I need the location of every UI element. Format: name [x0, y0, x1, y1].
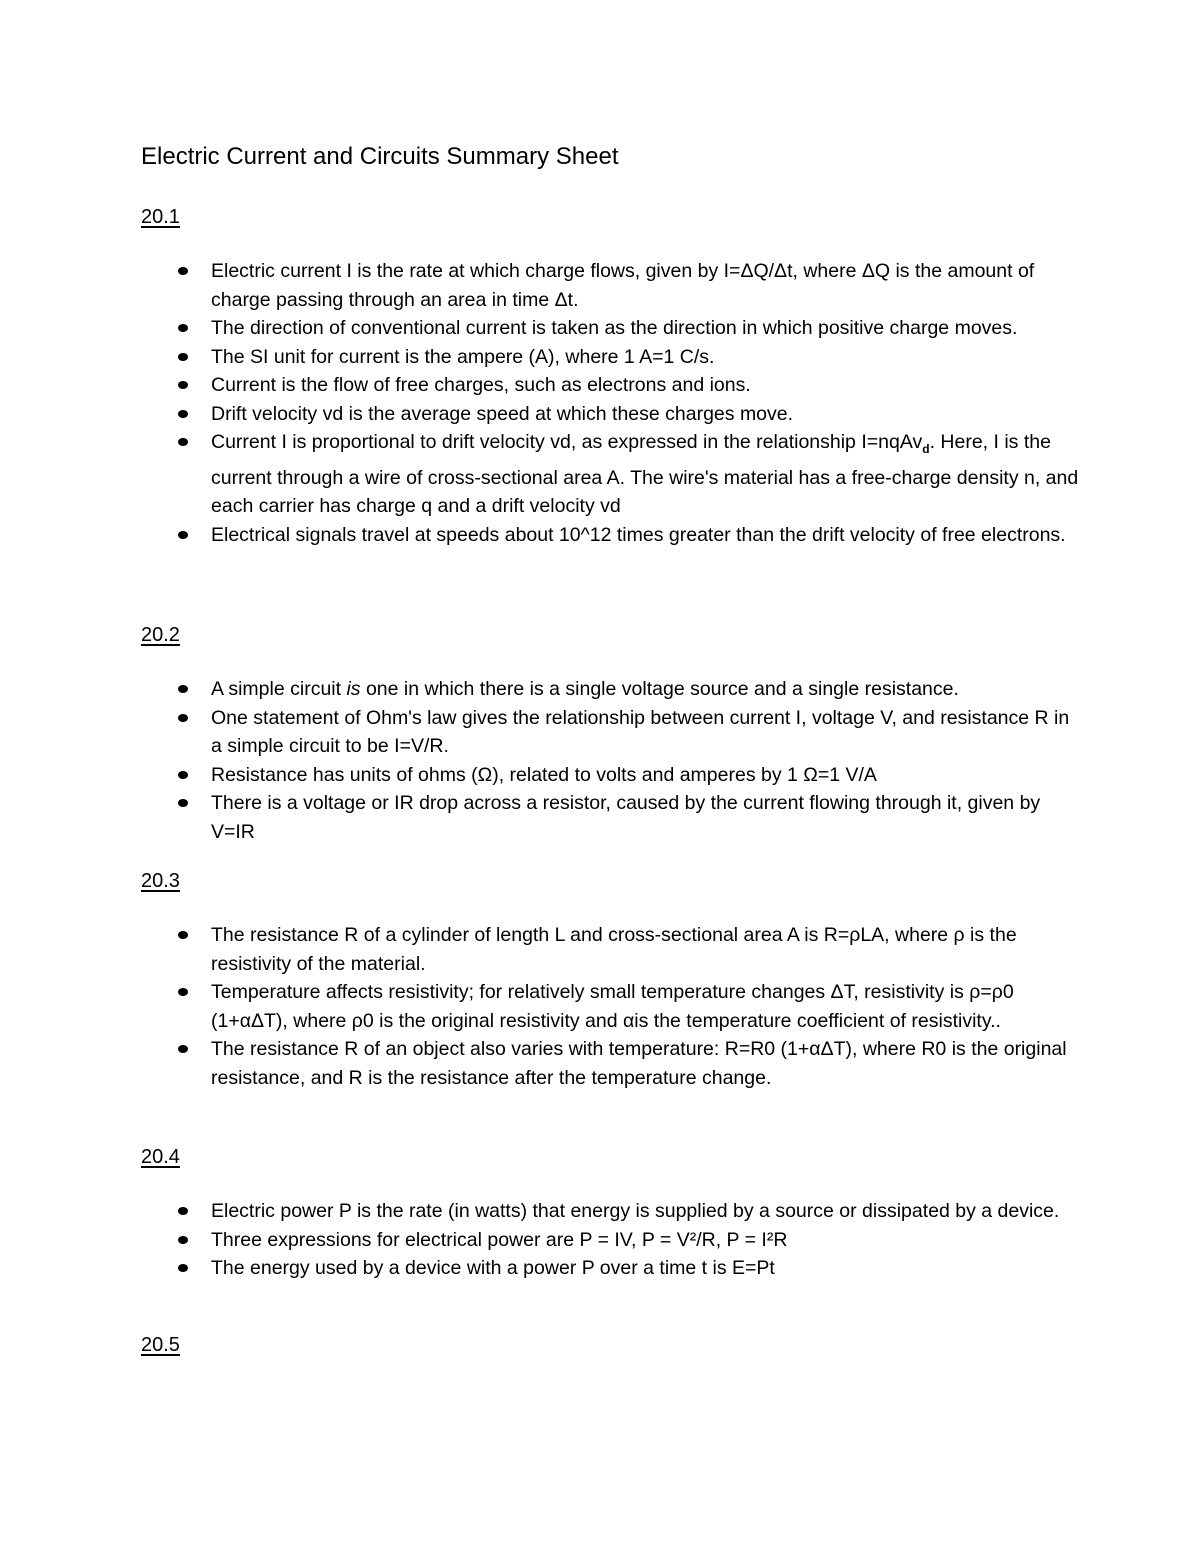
bullet-icon: [178, 410, 188, 418]
list-item: The resistance R of an object also varies with temperature: R=R0 (1+αΔT), where R0 is the original resistance, and R is the resistance after the temperature change.: [141, 1035, 1081, 1092]
bullet-icon: [178, 1045, 188, 1053]
list-item: Electric power P is the rate (in watts) that energy is supplied by a source or dissipated by a device.: [141, 1197, 1081, 1226]
bullet-icon: [178, 531, 188, 539]
bullet-icon: [178, 714, 188, 722]
bullet-icon: [178, 799, 188, 807]
section-20-1: [141, 205, 1081, 549]
section-heading: 20.2: [141, 624, 180, 646]
section-heading: 20.4: [141, 1146, 180, 1168]
bullet-icon: [178, 1236, 188, 1244]
section-heading: 20.1: [141, 206, 180, 228]
list-item: Current is the flow of free charges, such as electrons and ions.: [141, 371, 1081, 400]
list-item: The resistance R of a cylinder of length L and cross-sectional area A is R=ρLA, where ρ is the resistivity of the material.: [141, 921, 1081, 978]
section-20-5: [141, 1333, 1081, 1357]
list-item: Three expressions for electrical power are P = IV, P = V²/R, P = I²R: [141, 1226, 1081, 1255]
bullet-icon: [178, 438, 188, 446]
italic-word: is: [346, 678, 361, 700]
bullet-icon: [178, 1264, 188, 1272]
bullet-list: [141, 675, 1081, 846]
bullet-icon: [178, 324, 188, 332]
bullet-icon: [178, 353, 188, 361]
subscript-d: d: [922, 442, 930, 456]
bullet-list: [141, 921, 1081, 1092]
list-item: Current I is proportional to drift velocity vd, as expressed in the relationship I=nqAv$_d$. Here, I is the current through a wire of cross-sectional area A. The wire's material has a free-charge density n, and each carrier has charge q and a drift velocity vd: [141, 428, 1081, 521]
list-item: A simple circuit is one in which there is a single voltage source and a single resistance.: [141, 675, 1081, 704]
list-item: The direction of conventional current is taken as the direction in which positive charge moves.: [141, 314, 1081, 343]
section-20-3: [141, 869, 1081, 1092]
bullet-icon: [178, 988, 188, 996]
section-20-4: [141, 1145, 1081, 1283]
list-item: Electrical signals travel at speeds about 10^12 times greater than the drift velocity of free electrons.: [141, 521, 1081, 550]
list-item: The energy used by a device with a power P over a time t is E=Pt: [141, 1254, 1081, 1283]
list-item: Resistance has units of ohms (Ω), related to volts and amperes by 1 Ω=1 V/A: [141, 761, 1081, 790]
list-item: Electric current I is the rate at which charge flows, given by I=ΔQ/Δt, where ΔQ is the amount of charge passing through an area in time Δt.: [141, 257, 1081, 314]
list-item: Temperature affects resistivity; for relatively small temperature changes ΔT, resistivity is ρ=ρ0 (1+αΔT), where ρ0 is the original resistivity and αis the temperature coefficient of resistivity..: [141, 978, 1081, 1035]
bullet-icon: [178, 381, 188, 389]
bullet-icon: [178, 1207, 188, 1215]
bullet-list: [141, 257, 1081, 549]
section-heading: 20.5: [141, 1334, 180, 1356]
list-item: The SI unit for current is the ampere (A), where 1 A=1 C/s.: [141, 343, 1081, 372]
bullet-icon: [178, 267, 188, 275]
bullet-icon: [178, 931, 188, 939]
bullet-icon: [178, 685, 188, 693]
list-item: Drift velocity vd is the average speed at which these charges move.: [141, 400, 1081, 429]
bullet-list: [141, 1197, 1081, 1283]
bullet-icon: [178, 771, 188, 779]
page-title: Electric Current and Circuits Summary Sheet: [141, 143, 619, 170]
list-item: One statement of Ohm's law gives the relationship between current I, voltage V, and resistance R in a simple circuit to be I=V/R.: [141, 704, 1081, 761]
section-20-2: [141, 623, 1081, 846]
list-item: There is a voltage or IR drop across a resistor, caused by the current flowing through it, given by V=IR: [141, 789, 1081, 846]
section-heading: 20.3: [141, 870, 180, 892]
